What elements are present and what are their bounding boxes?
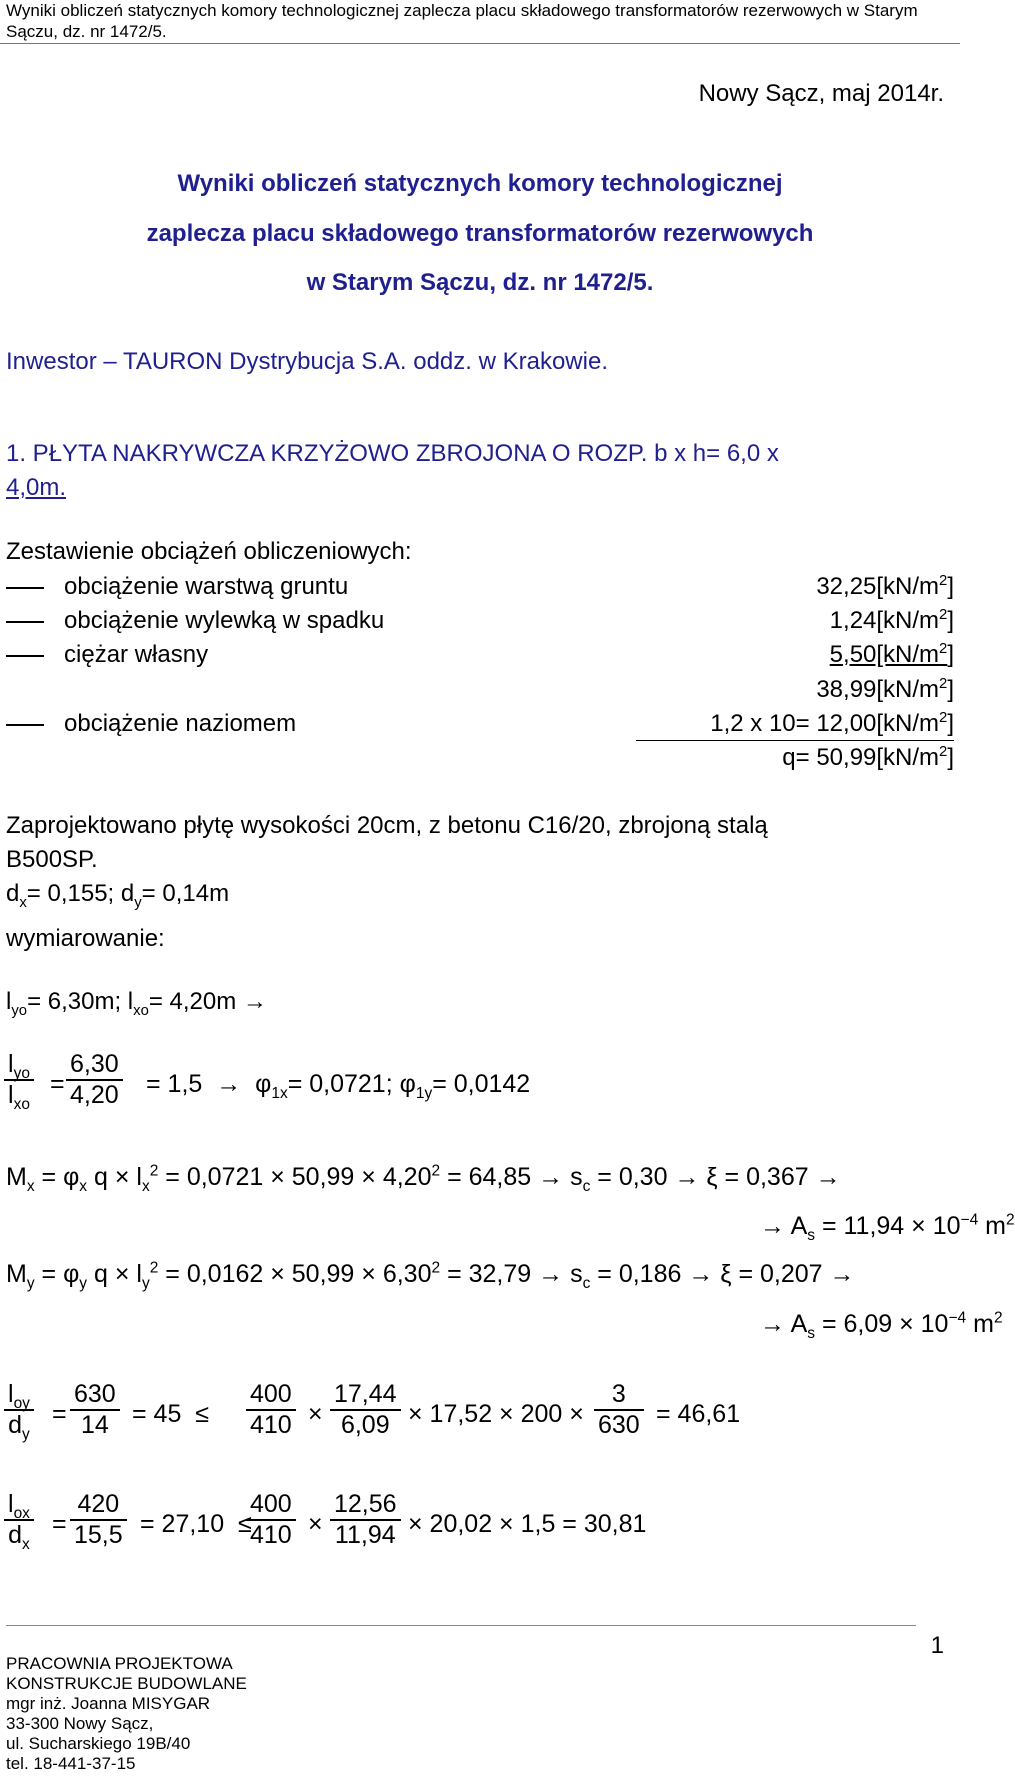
footer-line: mgr inż. Joanna MISYGAR: [6, 1694, 211, 1713]
title-line-1: Wyniki obliczeń statycznych komory technologicznej: [177, 170, 783, 197]
check-x-frac-3: $\frac{12,56}{11,94}$: [330, 1490, 401, 1550]
load-item: [6, 607, 384, 635]
check-y-eq: = 45 ≤: [132, 1400, 209, 1428]
check-x-frac-1: $\frac{420}{15,5}$: [70, 1490, 127, 1550]
moment-y-formula: $M_y = \varphi_y$ $q \times l_y^2 = 0,0162 \times 50,99 \times 6,30^2 = 32,79 \to s_c = 0,186 \to \xi = 0,207$ →: [6, 1259, 855, 1292]
dash-marker: [6, 724, 44, 726]
title-line-3: w Starym Sączu, dz. nr 1472/5.: [306, 269, 654, 296]
footer-line: ul. Sucharskiego 19B/40: [6, 1734, 191, 1753]
sizing-label: wymiarowanie:: [6, 925, 165, 952]
load-label: obciążenie wylewką w spadku: [64, 607, 385, 634]
loads-intro: Zestawienie obciążeń obliczeniowych:: [6, 538, 412, 565]
document-date: Nowy Sącz, maj 2014r.: [698, 80, 944, 107]
dash-marker: [6, 621, 44, 623]
title-line-2: zaplecza placu składowego transformatorów rezerwowych: [146, 220, 814, 247]
check-y-result: = 46,61: [656, 1400, 741, 1428]
design-text-line-1: Zaprojektowano płytę wysokości 20cm, z betonu C16/20, zbrojoną stalą: [6, 812, 768, 839]
investor-line: Inwestor – TAURON Dystrybucja S.A. oddz. w Krakowie.: [6, 348, 608, 375]
ratio-fraction-values: $\frac{6,30}{4,20}$: [66, 1050, 123, 1110]
footer-address: [6, 1654, 247, 1774]
dash-marker: [6, 587, 44, 589]
load-value: $5,50[kN/m^2]$: [829, 641, 954, 668]
steel-area-x: → $A_s = 11,94 \times 10^{-4}$ $m^2$: [760, 1211, 1015, 1244]
check-x-eq: = 27,10 ≤: [140, 1510, 252, 1538]
check-y-frac-2: $\frac{400}{410}$: [246, 1380, 296, 1440]
load-item: [6, 641, 208, 669]
ratio-fraction-l: $l_{yo}$ $l_{xo}$: [4, 1050, 34, 1110]
footer-line: KONSTRUKCJE BUDOWLANE: [6, 1674, 247, 1693]
load-value: $32,25[kN/m^2]$: [816, 573, 954, 600]
load-item-soil: [6, 710, 296, 738]
load-label: ciężar własny: [64, 641, 209, 668]
check-x-tail: × 20,02 × 1,5 = 30,81: [408, 1510, 647, 1538]
check-y-mid: × 17,52 × 200 ×: [408, 1400, 584, 1428]
footer-line: tel. 18-441-37-15: [6, 1754, 136, 1773]
sum-underline: [636, 740, 954, 741]
load-label: obciążenie naziomem: [64, 710, 297, 737]
ratio-result: = $1,5 \to \varphi_{1x}= 0,0721$; $\varphi_{1y}= 0,0142$: [146, 1070, 531, 1102]
moment-x-formula: $M_x = \varphi_x$ $q \times l_x^2 = 0,0721 \times 50,99 \times 4,20^2 = 64,85 \to s_c = 0,30 \to \xi = 0,367$ →: [6, 1162, 841, 1195]
design-text-line-2: B500SP.: [6, 846, 98, 873]
footer-divider: [6, 1625, 916, 1626]
load-value: $1,24[kN/m^2]$: [829, 607, 954, 634]
load-soil-value: 1,2 x $10= 12,00[kN/m^2]$: [710, 710, 954, 737]
load-subtotal: $38,99[kN/m^2]$: [816, 676, 954, 703]
dash-marker: [6, 655, 44, 657]
running-header: [0, 0, 960, 44]
section-heading-line-1: 1. PŁYTA NAKRYWCZA KRZYŻOWO ZBROJONA O ROZP. b x h= 6,0 x: [6, 440, 779, 467]
check-y-frac-3: $\frac{17,44}{6,09}$: [330, 1380, 401, 1440]
check-x-frac-2: $\frac{400}{410}$: [246, 1490, 296, 1550]
steel-area-y: → $A_s = 6,09 \times 10^{-4}$ $m^2$: [760, 1309, 1003, 1342]
span-lengths: $l_{yo}= 6,30m$; $l_{xo}= 4,20m$ →: [6, 988, 267, 1019]
load-total: $q= 50,99[kN/m^2]$: [782, 744, 954, 771]
check-y-frac-1: $\frac{630}{14}$: [70, 1380, 120, 1440]
load-item: [6, 573, 348, 601]
footer-line: 33-300 Nowy Sącz,: [6, 1714, 154, 1733]
page-number: 1: [930, 1632, 944, 1659]
arrow-icon: →: [242, 988, 267, 1015]
check-x-ratio: $l_{ox}$ $d_x$: [4, 1490, 34, 1550]
footer-line: PRACOWNIA PROJEKTOWA: [6, 1654, 233, 1673]
check-y-frac-4: $\frac{3}{630}$: [594, 1380, 644, 1440]
running-title: Wyniki obliczeń statycznych komory technologicznej zaplecza placu składowego transformatorów rezerwowych w Starym Sączu, dz. nr 1472/5.: [6, 1, 918, 41]
section-heading-line-2: 4,0m.: [6, 474, 67, 501]
load-label: obciążenie warstwą gruntu: [64, 573, 349, 600]
check-y-ratio: $l_{oy}$ $d_y$: [4, 1380, 34, 1440]
effective-depths: $d_x= 0,155$; $d_y= 0,14m$: [6, 880, 230, 911]
